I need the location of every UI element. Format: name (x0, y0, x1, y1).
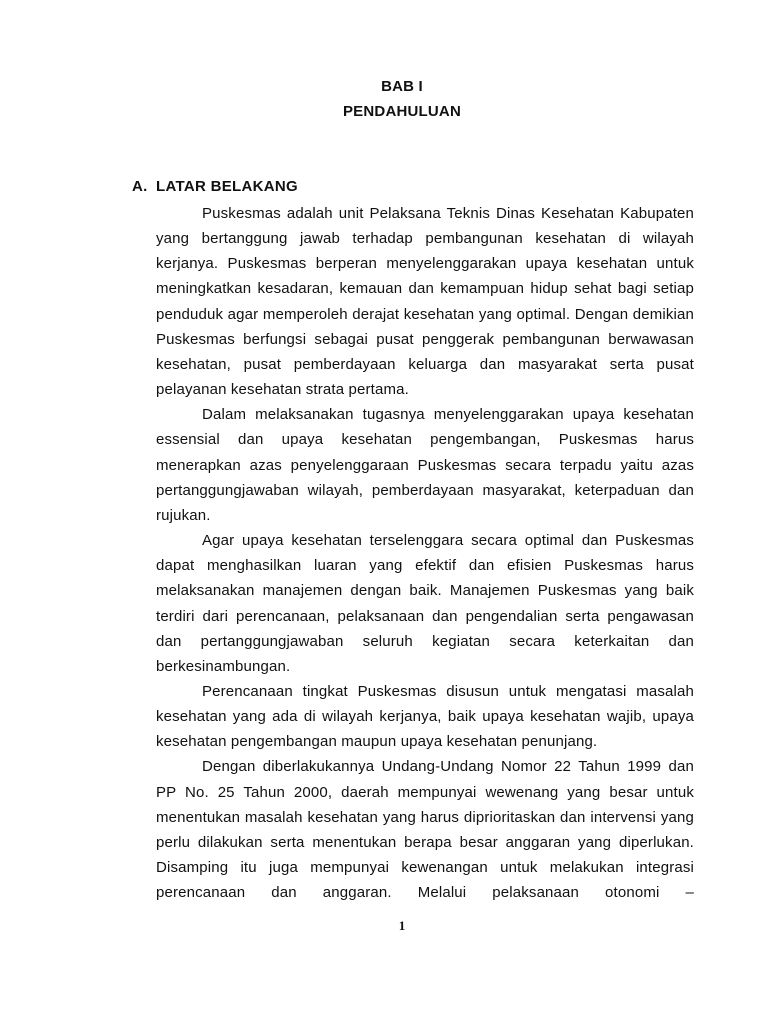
paragraph: Dengan diberlakukannya Undang-Undang Nomor 22 Tahun 1999 dan PP No. 25 Tahun 2000, daerah mempunyai wewenang yang besar untuk menentukan masalah kesehatan yang harus diprioritaskan dan intervensi yang perlu dilakukan serta menentukan berapa besar anggaran yang diperlukan. Disamping itu juga mempunyai kewenangan untuk melakukan integrasi perencanaan dan anggaran. Melalui pelaksanaan otonomi – (156, 758, 694, 902)
section-heading (132, 178, 298, 195)
paragraph: Puskesmas adalah unit Pelaksana Teknis Dinas Kesehatan Kabupaten yang bertanggung jawab terhadap pembangunan kesehatan di wilayah kerjanya. Puskesmas berperan menyelenggarakan upaya kesehatan untuk meningkatkan kesadaran, kemauan dan kemampuan hidup sehat bagi setiap penduduk agar memperoleh derajat kesehatan yang optimal. Dengan demikian Puskesmas berfungsi sebagai pusat penggerak pembangunan berwawasan kesehatan, pusat pemberdayaan keluarga dan masyarakat serta pusat pelayanan kesehatan strata pertama. (156, 205, 694, 399)
body-text (156, 201, 694, 905)
paragraph: Dalam melaksanakan tugasnya menyelenggarakan upaya kesehatan essensial dan upaya kesehatan pengembangan, Puskesmas harus menerapkan azas penyelenggaraan Puskesmas secara terpadu yaitu azas pertanggungjawaban wilayah, pemberdayaan masyarakat, keterpaduan dan rujukan. (156, 406, 694, 524)
chapter-number: BAB I (381, 78, 423, 95)
chapter-title: PENDAHULUAN (342, 103, 462, 120)
section-title: LATAR BELAKANG (156, 178, 298, 195)
paragraph: Agar upaya kesehatan terselenggara secara optimal dan Puskesmas dapat menghasilkan luaran yang efektif dan efisien Puskesmas harus melaksanakan manajemen dengan baik. Manajemen Puskesmas yang baik terdiri dari perencanaan, pelaksanaan dan pengendalian serta pengawasan dan pertanggungjawaban seluruh kegiatan secara keterkaitan dan berkesinambungan. (156, 532, 694, 675)
paragraph: Perencanaan tingkat Puskesmas disusun untuk mengatasi masalah kesehatan yang ada di wilayah kerjanya, baik upaya kesehatan wajib, upaya kesehatan pengembangan maupun upaya kesehatan penunjang. (156, 682, 694, 751)
section-letter: A. (132, 178, 148, 195)
page-number: 1 (398, 918, 406, 933)
